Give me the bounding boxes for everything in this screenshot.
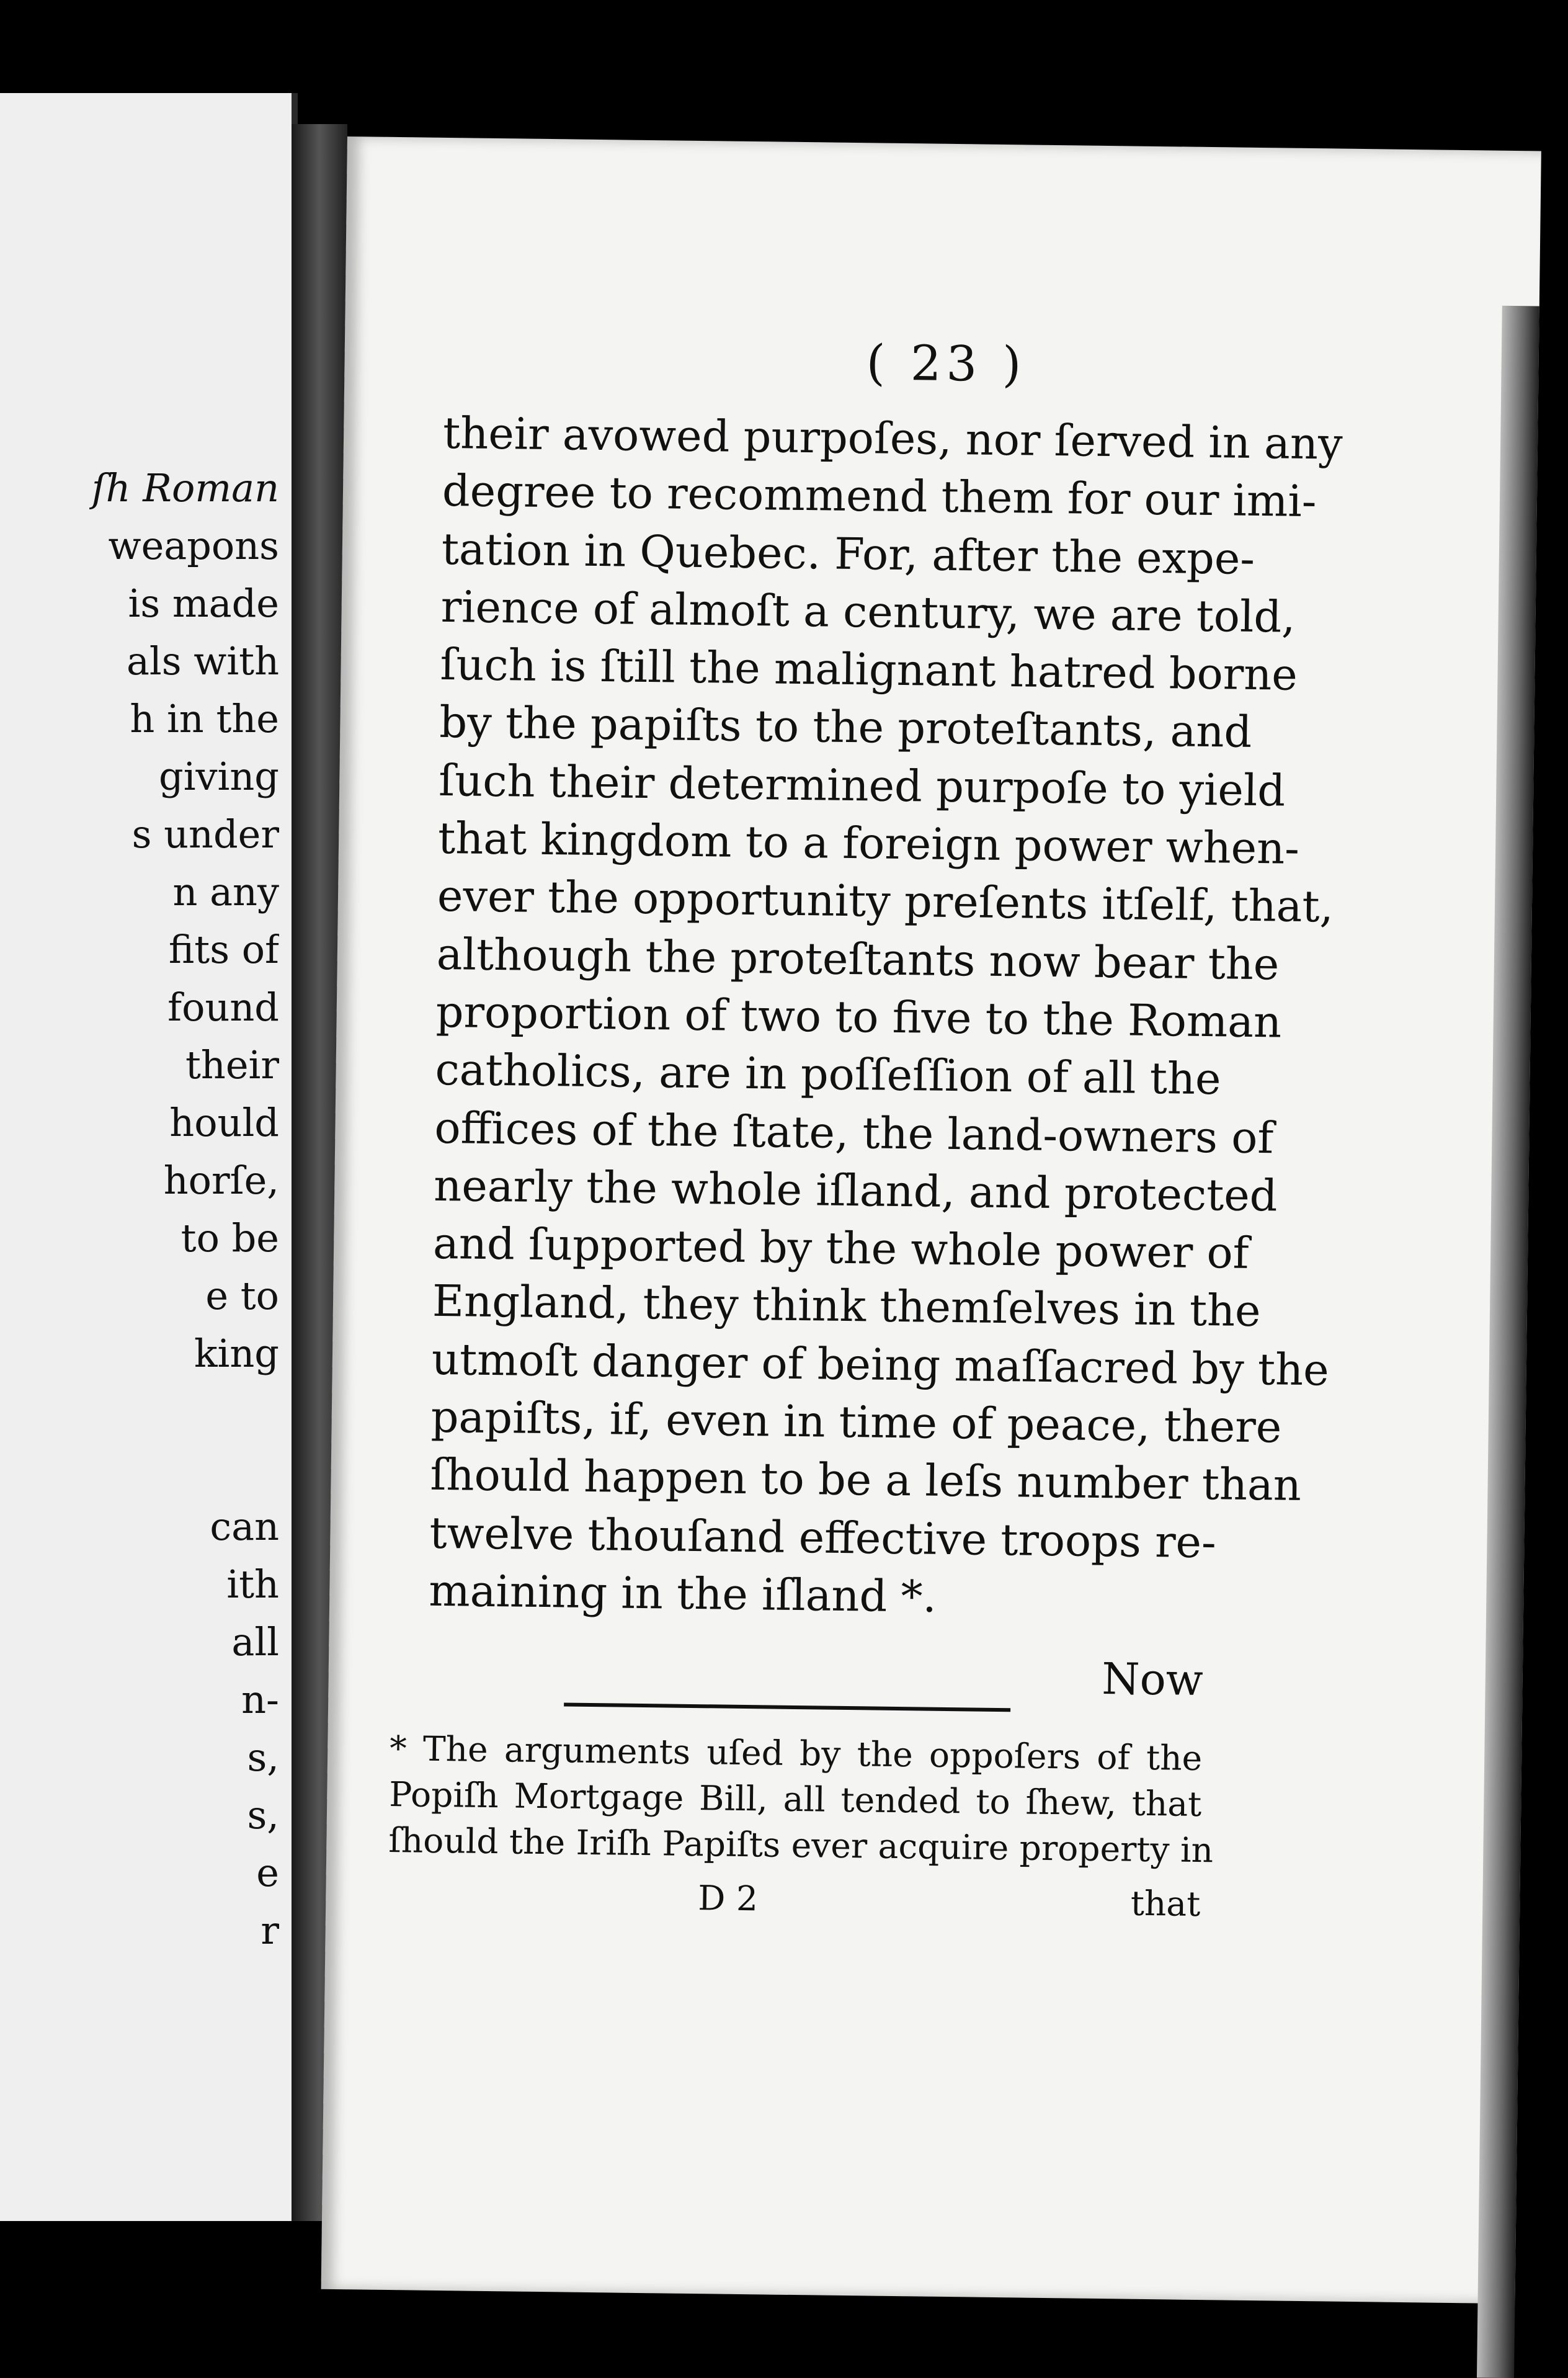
footnote-rule: [564, 1702, 1010, 1712]
text-line: e to: [205, 1273, 279, 1318]
text-line: their avowed purpoſes, nor ſerved in any: [442, 407, 1343, 470]
text-line: can: [210, 1504, 279, 1549]
text-line: king: [194, 1331, 279, 1376]
footnote-catchword: that: [1130, 1883, 1201, 1924]
signature-line: [388, 1874, 1201, 1930]
text-line: nearly the whole iſland, and protected: [433, 1160, 1278, 1222]
footnote: [388, 1725, 1214, 1873]
text-line: h in the: [130, 696, 279, 741]
text-line: offices of the ſtate, the land-owners of: [434, 1102, 1274, 1163]
text-line: ith: [226, 1562, 279, 1607]
text-line: by the papiſts to the proteſtants, and: [439, 697, 1252, 758]
page-number: ( 23 ): [866, 335, 1027, 393]
text-line: rience of almoſt a century, we are told,: [440, 581, 1296, 643]
text-line: ever the opportunity preſents itſelf, that,: [437, 870, 1334, 932]
text-line: n-: [241, 1677, 279, 1722]
text-line: s under: [131, 811, 279, 857]
text-line: ſhould happen to be a leſs number than: [430, 1449, 1302, 1511]
text-line: n any: [172, 869, 279, 914]
footnote-line: ſhould the Iriſh Papiſts ever acquire property in: [388, 1820, 1214, 1871]
text-line: found: [167, 985, 279, 1030]
text-line: r: [261, 1908, 279, 1953]
text-line: proportion of two to five to the Roman: [435, 986, 1282, 1048]
text-line: giving: [159, 754, 279, 799]
text-line: weapons: [108, 523, 279, 568]
body-text: [428, 405, 1343, 1629]
text-line: fits of: [168, 927, 279, 972]
text-line: degree to recommend them for our imi-: [442, 465, 1317, 527]
text-line: als with: [126, 638, 279, 684]
text-line: tation in Quebec. For, after the expe-: [441, 523, 1255, 584]
text-line: utmoſt danger of being maſſacred by the: [431, 1333, 1330, 1396]
text-line: s,: [247, 1792, 279, 1838]
footnote-line: * The arguments uſed by the oppoſers of the: [389, 1728, 1203, 1779]
text-line: e: [256, 1850, 279, 1895]
text-line: papiſts, if, even in time of peace, there: [430, 1391, 1282, 1453]
text-line: twelve thouſand effective troops re-: [429, 1507, 1217, 1568]
text-line: ſuch their determined purpoſe to yield: [438, 754, 1286, 816]
text-line: their: [185, 1042, 279, 1088]
page-edge: [1477, 306, 1539, 2378]
text-line: although the proteſtants now bear the: [436, 928, 1280, 990]
text-line: [0, 1382, 279, 1440]
text-line: England, they think themſelves in the: [432, 1276, 1262, 1337]
text-line: hould: [169, 1100, 279, 1145]
text-line: that kingdom to a foreign power when-: [437, 812, 1300, 874]
text-line: horſe,: [163, 1158, 279, 1203]
footnote-line: Popiſh Mortgage Bill, all tended to ſhew, that: [388, 1774, 1202, 1825]
text-line: to be: [180, 1215, 279, 1261]
left-page: [0, 93, 298, 2221]
text-line: [0, 1440, 279, 1498]
catchword: Now: [1101, 1653, 1204, 1706]
text-line: catholics, are in poſſeſſion of all the: [435, 1044, 1221, 1105]
text-line: ſh Roman: [91, 465, 279, 511]
text-line: maining in the iſland *.: [428, 1565, 937, 1622]
signature-mark: D 2: [697, 1878, 759, 1919]
left-page-text: [0, 459, 279, 1959]
text-line: ſuch is ſtill the malignant hatred borne: [440, 639, 1298, 700]
right-page: [321, 136, 1541, 2304]
text-line: all: [231, 1619, 279, 1665]
text-line: is made: [128, 581, 279, 626]
text-line: s,: [247, 1735, 279, 1780]
text-line: and ſupported by the whole power of: [432, 1217, 1250, 1279]
